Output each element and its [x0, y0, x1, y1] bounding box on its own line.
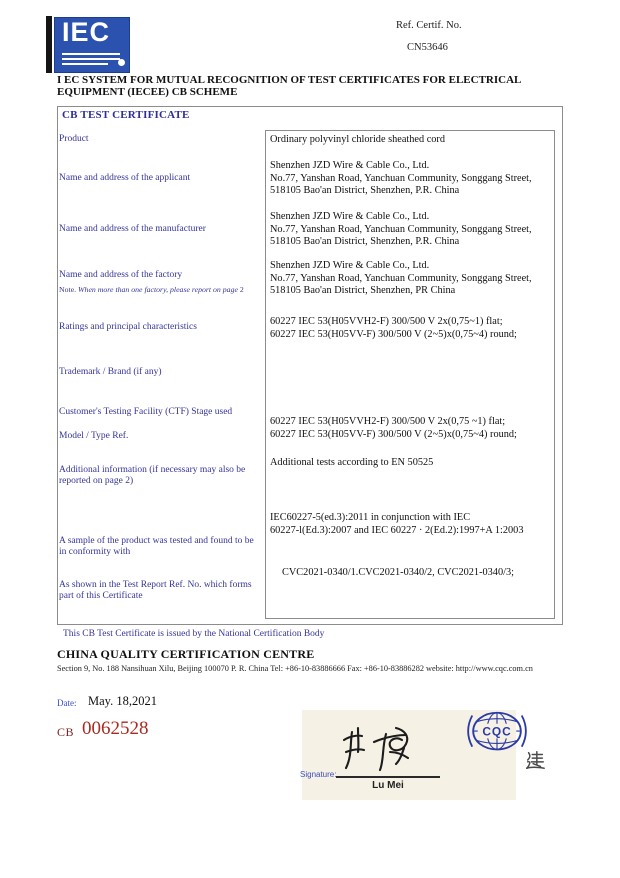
- field-value-additional-info: Additional tests according to EN 50525: [270, 457, 434, 468]
- date-value: May. 18,2021: [88, 694, 157, 708]
- field-value-ratings: 60227 IEC 53(H05VVH2-F) 300/500 V 2x(0,75~1) flat; 60227 IEC 53(H05VV-F) 300/500 V (2~5)x(0,75~4) round;: [270, 316, 517, 340]
- field-label-manufacturer: Name and address of the manufacturer: [59, 224, 206, 234]
- certificate-value-box: [265, 130, 555, 619]
- factory-note-suffix: 2: [239, 285, 244, 294]
- ref-certif-no-value: CN53646: [407, 42, 448, 53]
- factory-note: [59, 285, 269, 294]
- field-label-model-type-ref: Model / Type Ref.: [59, 431, 129, 441]
- scan-edge-bar: [46, 16, 52, 73]
- field-value-manufacturer: Shenzhen JZD Wire & Cable Co., Ltd. No.77, Yanshan Road, Yanchuan Community, Songgang Street, 518105 Bao'an District, Shenzhen, P.R. China: [270, 211, 532, 247]
- signature-line: [336, 776, 440, 778]
- cb-number-prefix: CB: [57, 725, 75, 739]
- field-value-model-type-ref: 60227 IEC 53(H05VVH2-F) 300/500 V 2x(0,75 ~1) flat; 60227 IEC 53(H05VV-F) 300/500 V (2~5)x(0,75~4) round;: [270, 416, 517, 440]
- field-value-product: Ordinary polyvinyl chloride sheathed cord: [270, 134, 445, 145]
- field-value-test-report: CVC2021-0340/1.CVC2021-0340/2, CVC2021-0340/3;: [282, 567, 514, 578]
- iec-logo: [54, 17, 130, 73]
- iec-logo-text: IEC: [62, 17, 111, 47]
- ref-certif-no-label: Ref. Certif. No.: [396, 20, 462, 31]
- field-label-test-report: As shown in the Test Report Ref. No. which forms part of this Certificate: [59, 580, 252, 601]
- factory-note-italic: When more than one factory, please report on page: [76, 285, 240, 294]
- date-label: Date:: [57, 698, 77, 708]
- field-label-applicant: Name and address of the applicant: [59, 173, 191, 183]
- field-label-ratings: Ratings and principal characteristics: [59, 322, 197, 332]
- issued-by-statement: This CB Test Certificate is issued by the National Certification Body: [63, 629, 325, 639]
- field-label-additional-info: Additional information (if necessary may also be reported on page 2): [59, 465, 246, 486]
- field-label-factory: Name and address of the factory: [59, 270, 183, 280]
- field-label-conformity: A sample of the product was tested and found to be in conformity with: [59, 536, 254, 557]
- ncb-address: Section 9, No. 188 Nansihuan Xilu, Beijing 100070 P. R. China Tel: +86-10-83886666 Fax: +86-10-83886282 website: http://www.cqc.com.cn: [57, 664, 533, 673]
- field-label-product: Product: [59, 134, 89, 144]
- handwritten-signature: [338, 722, 438, 776]
- iec-logo-lines: [62, 50, 120, 65]
- field-value-conformity: IEC60227-5(ed.3):2011 in conjunction with IEC 60227-l(Ed.3):2007 and IEC 60227 · 2(Ed.2):1997+A 1:2003: [270, 512, 524, 536]
- cb-number-value: 0062528: [82, 718, 149, 739]
- signature-name: Lu Mei: [372, 780, 404, 791]
- certificate-title: CB TEST CERTIFICATE: [62, 109, 190, 121]
- ncb-name: CHINA QUALITY CERTIFICATION CENTRE: [57, 647, 315, 661]
- iec-logo-dot: [118, 59, 125, 66]
- field-label-ctf-stage: Customer's Testing Facility (CTF) Stage used: [59, 407, 233, 417]
- field-value-factory: Shenzhen JZD Wire & Cable Co., Ltd. No.77, Yanshan Road, Yanchuan Community, Songgang Street, 518105 Bao'an District, Shenzhen, PR China: [270, 260, 532, 296]
- field-label-trademark: Trademark / Brand (if any): [59, 367, 162, 377]
- factory-note-prefix: Note.: [59, 285, 77, 294]
- cqc-logo-text: CQC: [482, 724, 512, 739]
- signature-label: Signature:: [300, 770, 337, 779]
- scheme-title: I EC SYSTEM FOR MUTUAL RECOGNITION OF TEST CERTIFICATES FOR ELECTRICAL EQUIPMENT (IECEE) CB SCHEME: [57, 74, 521, 99]
- cqc-logo: [464, 709, 530, 755]
- stamp-character-jian: [524, 749, 546, 771]
- field-value-applicant: Shenzhen JZD Wire & Cable Co., Ltd. No.77, Yanshan Road, Yanchuan Community, Songgang Street, 518105 Bao'an District, Shenzhen, P.R. China: [270, 160, 532, 196]
